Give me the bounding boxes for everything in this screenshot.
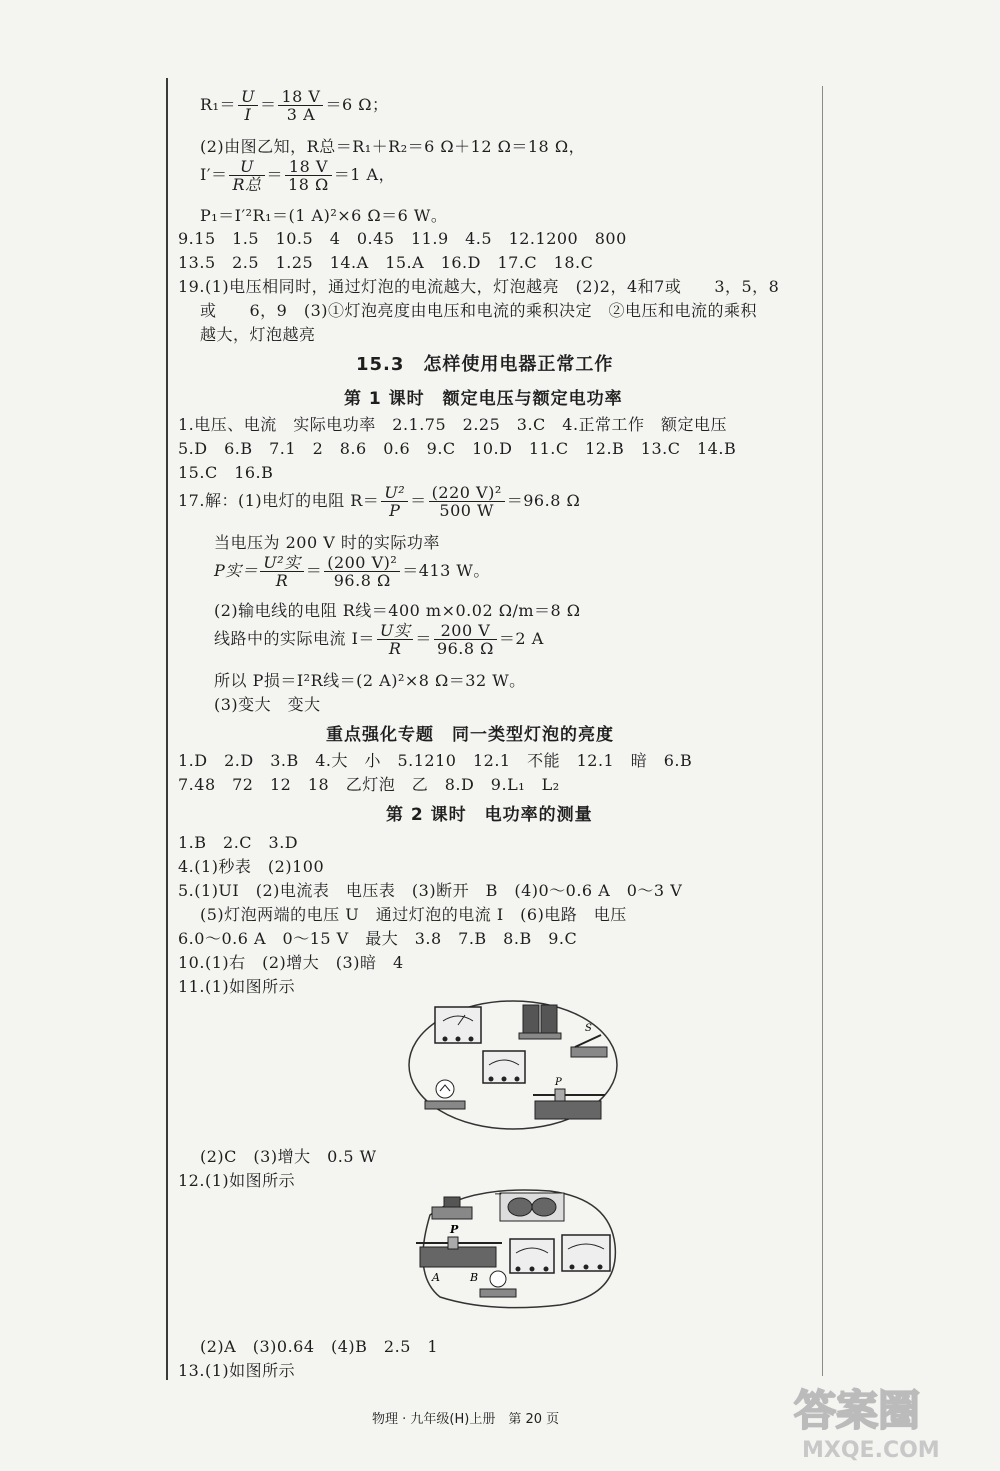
- answer-line: 13.(1)如图所示: [178, 1361, 296, 1380]
- fraction-numerator: (220 V)²: [429, 484, 505, 502]
- answer-line: 1.B 2.C 3.D: [178, 833, 299, 852]
- voltmeter-icon: [435, 1007, 481, 1043]
- fraction: [434, 622, 497, 657]
- fraction: [229, 158, 264, 193]
- formula-text: ＝: [305, 561, 323, 580]
- terminal-b-label: B: [470, 1271, 479, 1284]
- fraction-denominator: R: [388, 639, 402, 658]
- watermark-text: 答案圈: [794, 1386, 921, 1435]
- fraction: [238, 88, 258, 123]
- formula-actual-current: [214, 622, 544, 657]
- fraction-denominator: 3 A: [286, 105, 316, 124]
- fraction-numerator: 18 V: [285, 158, 332, 176]
- answer-line: (2)由图乙知，R总＝R₁＋R₂＝6 Ω＋12 Ω＝18 Ω，: [200, 137, 586, 156]
- battery-icon: [519, 1005, 561, 1039]
- switch-icon: [432, 1197, 472, 1219]
- watermark-logo: [790, 1373, 960, 1463]
- formula-text: ＝2 A: [498, 629, 544, 648]
- formula-text: ＝96.8 Ω: [506, 491, 581, 510]
- circuit-diagram-1: [405, 995, 625, 1135]
- answer-line: P₁＝I′²R₁＝(1 A)²×6 Ω＝6 W。: [200, 206, 448, 225]
- terminal-label: −: [494, 1189, 503, 1200]
- answer-line: 越大，灯泡越亮: [200, 325, 316, 344]
- answer-line: 13.5 2.5 1.25 14.A 15.A 16.D 17.C 18.C: [178, 253, 594, 272]
- answer-line: (3)变大 变大: [214, 695, 321, 714]
- fraction-denominator: I: [244, 105, 252, 124]
- page-footer: 物理 · 九年级(H)上册 第 20 页: [372, 1412, 560, 1427]
- formula-text: ＝413 W。: [402, 561, 490, 580]
- lesson-title: 第 1 课时 额定电压与额定电功率: [344, 389, 623, 409]
- battery-icon: [494, 1189, 564, 1221]
- fraction-numerator: U²实: [260, 554, 303, 572]
- fraction-numerator: U实: [377, 622, 414, 640]
- rheostat-icon: [533, 1077, 605, 1119]
- answer-line: 15.C 16.B: [178, 463, 274, 482]
- fraction-denominator: 96.8 Ω: [436, 639, 494, 658]
- answer-line: 19.(1)电压相同时，通过灯泡的电流越大，灯泡越亮 (2)2，4和7或 3，5，8: [178, 277, 780, 296]
- formula-text: ＝1 A，: [333, 165, 396, 184]
- fraction-denominator: 18 Ω: [288, 175, 329, 194]
- circuit-diagram-2: [410, 1185, 625, 1315]
- fraction: [260, 554, 303, 589]
- answer-line: 1.电压、电流 实际电功率 2.1.75 2.25 3.C 4.正常工作 额定电压: [178, 415, 728, 434]
- fraction-denominator: R: [275, 571, 289, 590]
- answer-line: (2)C (3)增大 0.5 W: [200, 1147, 377, 1166]
- formula-text: ＝: [410, 491, 427, 510]
- formula-text: 线路中的实际电流 I＝: [214, 629, 375, 648]
- slider-label: P: [555, 1077, 562, 1088]
- answer-line: 4.(1)秒表 (2)100: [178, 857, 325, 876]
- switch-label: S: [585, 1023, 592, 1034]
- fraction-denominator: 96.8 Ω: [333, 571, 391, 590]
- fraction: [429, 484, 505, 519]
- answer-line: 1.D 2.D 3.B 4.大 小 5.1210 12.1 不能 12.1 暗 6.B: [178, 751, 693, 770]
- formula-text: I′＝: [200, 165, 228, 184]
- fraction: [324, 554, 400, 589]
- answer-line: 10.(1)右 (2)增大 (3)暗 4: [178, 953, 404, 972]
- terminal-a-label: A: [432, 1271, 440, 1284]
- lesson-title: 第 2 课时 电功率的测量: [386, 805, 593, 825]
- bulb-icon: [425, 1080, 465, 1109]
- bulb-icon: [480, 1271, 516, 1297]
- answer-line: (5)灯泡两端的电压 U 通过灯泡的电流 I (6)电路 电压: [200, 905, 627, 924]
- fraction-numerator: 200 V: [434, 622, 497, 640]
- slider-label: P: [450, 1223, 459, 1236]
- answer-line: 9.15 1.5 10.5 4 0.45 11.9 4.5 12.1200 800: [178, 229, 627, 248]
- fraction-numerator: (200 V)²: [324, 554, 400, 572]
- ammeter-icon: [510, 1239, 554, 1273]
- answer-line: 11.(1)如图所示: [178, 977, 296, 996]
- fraction-denominator: P: [389, 501, 401, 520]
- formula-text: ＝: [415, 629, 432, 648]
- voltmeter-icon: [562, 1235, 610, 1271]
- answer-line: 5.(1)UI (2)电流表 电压表 (3)断开 B (4)0～0.6 A 0～3 V: [178, 881, 683, 900]
- formula-text: ＝: [266, 165, 284, 184]
- ammeter-icon: [483, 1051, 525, 1083]
- section-title: 15.3 怎样使用电器正常工作: [356, 354, 614, 375]
- formula-text: ＝6 Ω；: [325, 95, 389, 114]
- answer-line: 当电压为 200 V 时的实际功率: [214, 533, 440, 552]
- formula-text: ＝: [259, 95, 277, 114]
- formula-text: P实＝: [214, 561, 259, 580]
- fraction-denominator: R总: [232, 175, 262, 194]
- formula-current: [200, 158, 395, 193]
- answer-line: 6.0～0.6 A 0～15 V 最大 3.8 7.B 8.B 9.C: [178, 929, 578, 948]
- switch-icon: [571, 1023, 607, 1057]
- fraction-numerator: 18 V: [278, 88, 323, 106]
- fraction-numerator: U: [238, 88, 258, 106]
- fraction-numerator: U: [229, 158, 264, 176]
- left-margin-rule: [166, 78, 168, 1380]
- right-margin-rule: [822, 86, 823, 1376]
- answer-line: 所以 P损＝I²R线＝(2 A)²×8 Ω＝32 W。: [214, 671, 526, 690]
- answer-line: 12.(1)如图所示: [178, 1171, 296, 1190]
- fraction: [278, 88, 323, 123]
- answer-line: 5.D 6.B 7.1 2 8.6 0.6 9.C 10.D 11.C 12.B 13.C 14.B: [178, 439, 737, 458]
- rheostat-icon: [416, 1223, 502, 1284]
- answer-line: 7.48 72 12 18 乙灯泡 乙 8.D 9.L₁ L₂: [178, 775, 560, 794]
- answer-line: (2)输电线的电阻 R线＝400 m×0.02 Ω/m＝8 Ω: [214, 601, 581, 620]
- fraction-denominator: 500 W: [439, 501, 494, 520]
- fraction: [285, 158, 332, 193]
- formula-r1: [200, 88, 389, 123]
- answer-line: (2)A (3)0.64 (4)B 2.5 1: [200, 1337, 439, 1356]
- topic-title: 重点强化专题 同一类型灯泡的亮度: [326, 725, 614, 745]
- formula-q17-resistance: [178, 484, 580, 519]
- formula-actual-power: [214, 554, 490, 589]
- watermark-domain: MXQE.COM: [802, 1438, 940, 1463]
- fraction: [381, 484, 408, 519]
- answer-line: 或 6，9 (3)①灯泡亮度由电压和电流的乘积决定 ②电压和电流的乘积: [200, 301, 758, 320]
- formula-text: 17.解：(1)电灯的电阻 R＝: [178, 491, 380, 510]
- formula-text: R₁＝: [200, 95, 236, 114]
- fraction: [377, 622, 414, 657]
- fraction-numerator: U²: [381, 484, 408, 502]
